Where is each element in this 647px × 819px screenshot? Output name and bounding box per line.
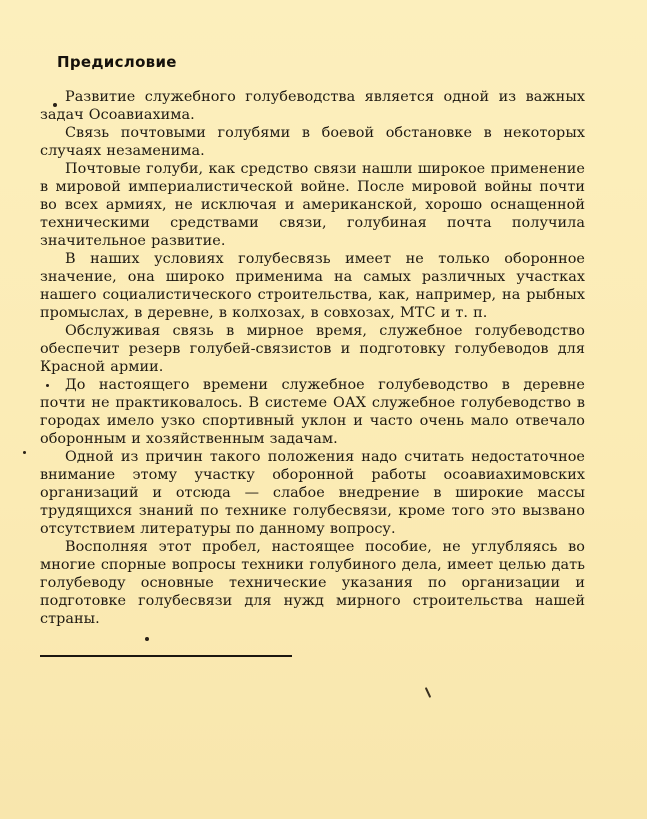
paragraph-1: Развитие служебного голубеводства является одной из важных задач Осоавиахима. xyxy=(40,89,585,123)
ink-speck xyxy=(23,451,26,454)
ink-speck xyxy=(53,103,57,107)
paragraph-4: В наших условиях голубесвязь имеет не только оборонное значение, она широко применима на самых различных участках нашего социалистического строительства, как, например, на рыбных промыслах, в деревне, в колхозах, в совхозах, МТС и т. п. xyxy=(40,251,585,321)
end-rule xyxy=(40,655,292,657)
ink-speck xyxy=(46,384,49,387)
ink-stroke xyxy=(425,687,431,698)
paragraph-7: Одной из причин такого положения надо считать недостаточное внимание этому участку оборонной работы осоавиахимовских организаций и отсюда — слабое внедрение в широкие массы трудящихся знаний по технике голубесвязи, кроме того это вызвано отсутствием литературы по данному вопросу. xyxy=(40,449,585,537)
paragraph-2: Связь почтовыми голубями в боевой обстановке в некоторых случаях незаменима. xyxy=(40,125,585,159)
paragraph-8: Восполняя этот пробел, настоящее пособие, не углубляясь во многие спорные вопросы техники голубиного дела, имеет целью дать голубеводу основные технические указания по организации и подготовке голубесвязи для нужд мирного строительства нашей страны. xyxy=(40,539,585,627)
preface-text xyxy=(40,88,585,628)
paragraph-6: До настоящего времени служебное голубеводство в деревне почти не практиковалось. В системе ОАХ служебное голубеводство в городах имело узко спортивный уклон и часто очень мало отвечало оборонным и хозяйственным задачам. xyxy=(40,377,585,447)
ink-speck xyxy=(145,637,149,641)
paragraph-3: Почтовые голуби, как средство связи нашли широкое применение в мировой империалистической войне. После мировой войны почти во всех армиях, не исключая и американской, хорошо оснащенной техническими средствами связи, голубиная почта получила значительное развитие. xyxy=(40,161,585,249)
page-title: Предисловие xyxy=(57,53,177,71)
paragraph-5: Обслуживая связь в мирное время, служебное голубеводство обеспечит резерв голубей-связистов и подготовку голубеводов для Красной армии. xyxy=(40,323,585,375)
